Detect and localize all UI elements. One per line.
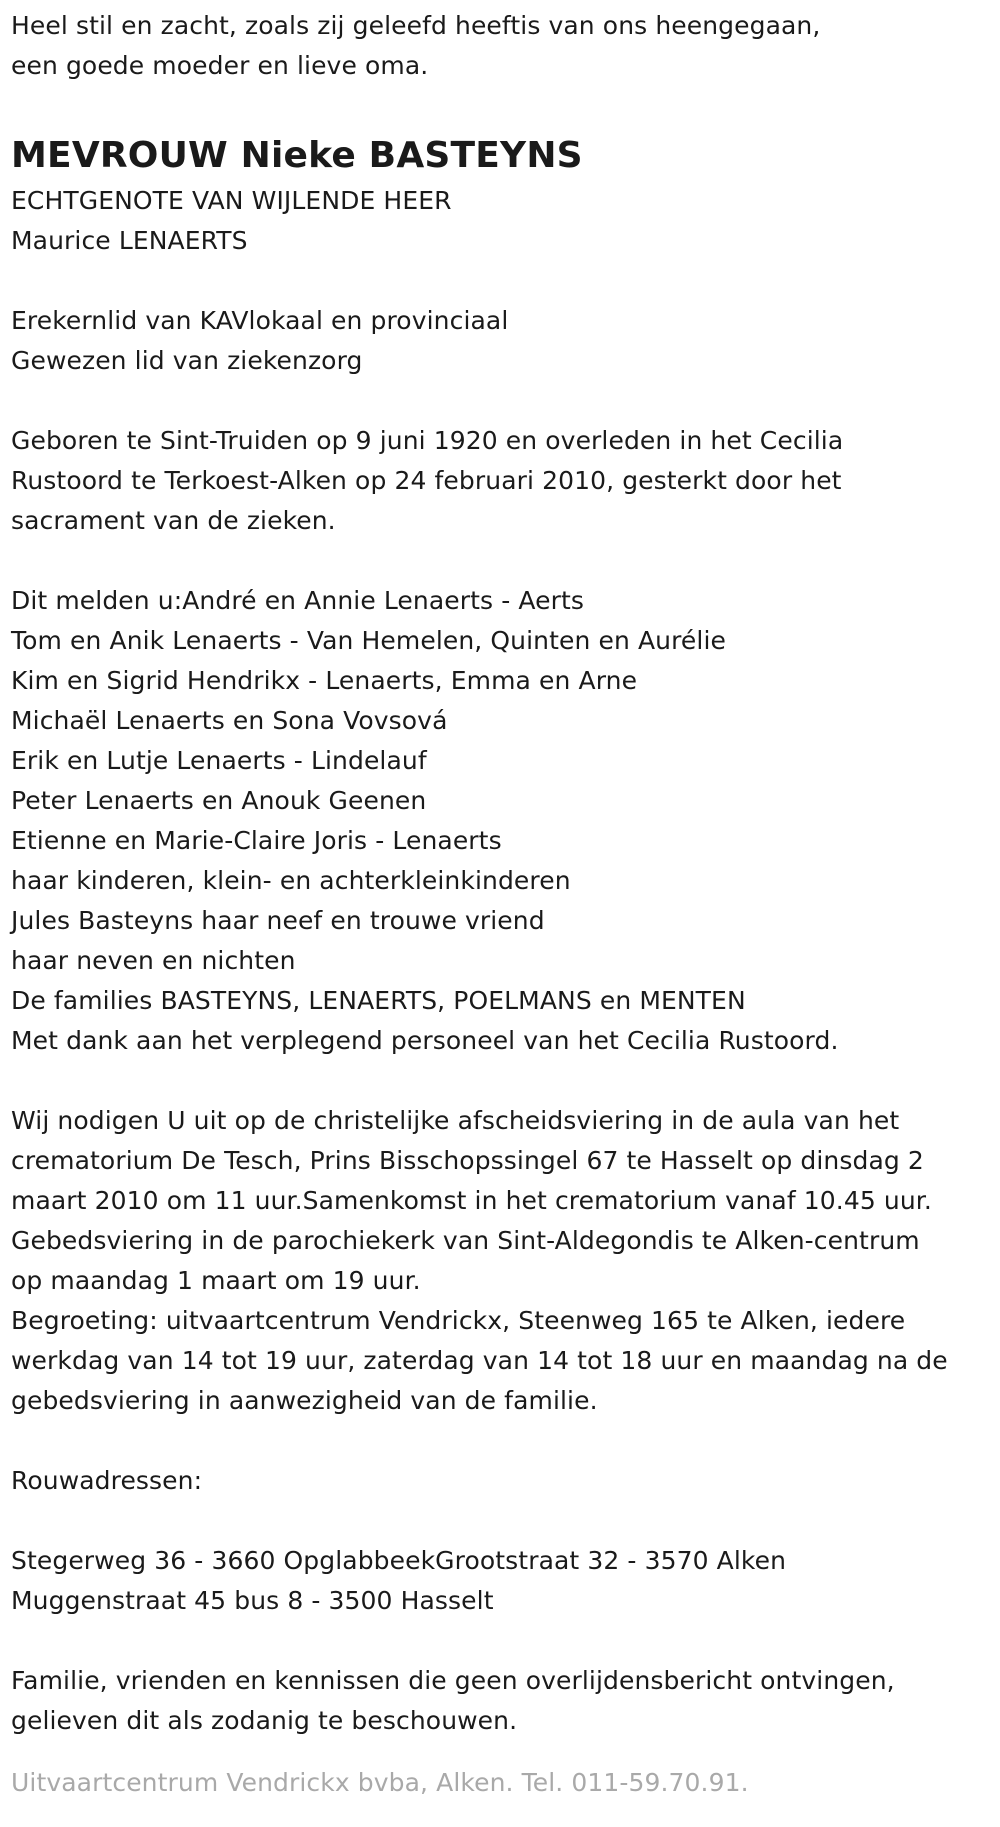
ceremony-paragraph: [11, 1101, 996, 1421]
intro-line: Heel stil en zacht, zoals zij geleefd heeftis van ons heengegaan,: [11, 11, 821, 40]
family-line: Dit melden u:André en Annie Lenaerts - Aerts: [11, 586, 585, 615]
spouse-paragraph: [11, 181, 996, 261]
address-line: Muggenstraat 45 bus 8 - 3500 Hasselt: [11, 1586, 494, 1615]
family-line: Tom en Anik Lenaerts - Van Hemelen, Quinten en Aurélie: [11, 626, 726, 655]
spacer: [11, 261, 996, 301]
intro-paragraph: [11, 6, 996, 86]
family-line: Jules Basteyns haar neef en trouwe vriend: [11, 906, 545, 935]
birth-death-paragraph: [11, 421, 996, 541]
birth-death-line: Geboren te Sint-Truiden op 9 juni 1920 en overleden in het Cecilia: [11, 426, 844, 455]
spacer: [11, 1501, 996, 1541]
family-line: Erik en Lutje Lenaerts - Lindelauf: [11, 746, 427, 775]
family-line: De families BASTEYNS, LENAERTS, POELMANS en MENTEN: [11, 986, 746, 1015]
addresses-paragraph: [11, 1541, 996, 1621]
spacer: [11, 86, 996, 126]
ceremony-line: Gebedsviering in de parochiekerk van Sint-Aldegondis te Alken-centrum: [11, 1226, 920, 1255]
ceremony-line: crematorium De Tesch, Prins Bisschopssingel 67 te Hasselt op dinsdag 2: [11, 1146, 924, 1175]
obituary-notice: [11, 6, 996, 1803]
spacer: [11, 1061, 996, 1101]
spouse-line: ECHTGENOTE VAN WIJLENDE HEER: [11, 186, 452, 215]
family-line: haar neven en nichten: [11, 946, 296, 975]
ceremony-line: gebedsviering in aanwezigheid van de familie.: [11, 1386, 598, 1415]
birth-death-line: Rustoord te Terkoest-Alken op 24 februari 2010, gesterkt door het: [11, 466, 842, 495]
ceremony-line: Wij nodigen U uit op de christelijke afscheidsviering in de aula van het: [11, 1106, 900, 1135]
spacer: [11, 1621, 996, 1661]
spacer: [11, 541, 996, 581]
funeral-home-footer: Uitvaartcentrum Vendrickx bvba, Alken. Tel. 011-59.70.91.: [11, 1768, 749, 1797]
spacer: [11, 1421, 996, 1461]
membership-line: Erekernlid van KAVlokaal en provinciaal: [11, 306, 509, 335]
family-line: haar kinderen, klein- en achterkleinkinderen: [11, 866, 571, 895]
memberships-paragraph: [11, 301, 996, 381]
closing-line: Familie, vrienden en kennissen die geen overlijdensbericht ontvingen,: [11, 1666, 895, 1695]
family-line: Kim en Sigrid Hendrikx - Lenaerts, Emma en Arne: [11, 666, 638, 695]
address-line: Stegerweg 36 - 3660 OpglabbeekGrootstraat 32 - 3570 Alken: [11, 1546, 787, 1575]
membership-line: Gewezen lid van ziekenzorg: [11, 346, 363, 375]
family-line: Etienne en Marie-Claire Joris - Lenaerts: [11, 826, 502, 855]
family-line: Met dank aan het verplegend personeel van het Cecilia Rustoord.: [11, 1026, 839, 1055]
closing-line: gelieven dit als zodanig te beschouwen.: [11, 1706, 518, 1735]
addresses-heading: Rouwadressen:: [11, 1466, 203, 1495]
ceremony-line: Begroeting: uitvaartcentrum Vendrickx, Steenweg 165 te Alken, iedere: [11, 1306, 906, 1335]
family-paragraph: [11, 581, 996, 1061]
closing-paragraph: [11, 1661, 996, 1741]
birth-death-line: sacrament van de zieken.: [11, 506, 336, 535]
family-line: Michaël Lenaerts en Sona Vovsová: [11, 706, 448, 735]
spacer: [11, 381, 996, 421]
ceremony-line: maart 2010 om 11 uur.Samenkomst in het crematorium vanaf 10.45 uur.: [11, 1186, 932, 1215]
ceremony-line: werkdag van 14 tot 19 uur, zaterdag van 14 tot 18 uur en maandag na de: [11, 1346, 948, 1375]
intro-line: een goede moeder en lieve oma.: [11, 51, 429, 80]
spouse-line: Maurice LENAERTS: [11, 226, 248, 255]
family-line: Peter Lenaerts en Anouk Geenen: [11, 786, 427, 815]
ceremony-line: op maandag 1 maart om 19 uur.: [11, 1266, 421, 1295]
deceased-name: MEVROUW Nieke BASTEYNS: [11, 135, 583, 176]
